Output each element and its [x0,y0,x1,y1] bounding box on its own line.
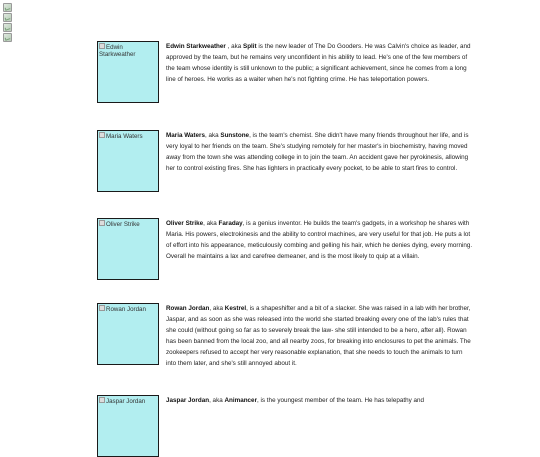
broken-image-icon [99,397,105,403]
member-aka: , aka [209,397,225,404]
member-bio [166,303,474,370]
member-aka: , aka [209,305,225,312]
member-aka: , aka [225,43,243,50]
member-portrait [97,303,159,365]
member-alias: Animancer [224,397,258,404]
broken-image-icon [99,220,105,226]
member-bio-text: , is the team's chemist. She didn't have many friends throughout her life, and is very loyal to her friends on the team. She's studying remotely for her master's in biochemistry, having moved away from the town she was attending college in to join the team. An accident gave her pyrokinesis, allowing her to control existing fires. She has lighters in practically every pocket, to be able to start fires to control. [166,132,469,173]
broken-image-icon [99,43,105,49]
member-portrait [97,395,159,457]
member-bio [166,130,474,174]
portrait-alt-text: Rowan Jordan [106,306,146,313]
member-bio [166,41,474,85]
portrait-alt-text: Maria Waters [106,133,143,140]
portrait-alt-text: Oliver Strike [106,221,140,228]
member-alias: Sunstone [220,132,250,139]
member-portrait [97,41,159,103]
member-portrait [97,218,159,280]
member-alias: Faraday [218,220,243,227]
member-portrait [97,130,159,192]
member-alias: Split [243,43,257,50]
member-bio-text: , is a genius inventor. He builds the team's gadgets, in a workshop he shares with Maria. His powers, electrokinesis and the ability to control machines, are very useful for that job. He puts a lot of effort into his appearance, meticulously combing and gelling his hair, which he denies dying, every morning. Overall he maintains a lax and carefree demeaner, and is the most likely to quip at a villain. [166,220,473,261]
member-name: Oliver Strike [166,220,204,227]
member-name: Maria Waters [166,132,205,139]
member-bio [166,218,474,262]
member-aka: , aka [203,220,219,227]
member-alias: Kestrel [224,305,247,312]
broken-image-stack [3,3,12,43]
member-name: Edwin Starkweather [166,43,226,50]
member-name: Rowan Jordan [166,305,210,312]
broken-image-icon [3,13,12,22]
broken-image-icon [99,305,105,311]
member-bio-text: is the new leader of The Do Gooders. He was Calvin's choice as leader, and approved by the team, but he remains very unconfident in his ability to lead. He's one of the few members of the team whose identity is still unknown to the public; a significant achievement, since he comes from a long line of heroes. He works as a waiter when he's not fighting crime. He has teleportation powers. [166,43,471,84]
member-bio-text: , is a shapeshifter and a bit of a slacker. She was raised in a lab with her brother, Jaspar, and as soon as she was released into the world she started breaking every one of the lab's rules that she could (without going so far as to severely break the law- she still intended to be a hero, after all). Rowan has been banned from the local zoo, and all nearby zoos, for breaking into enclosures to pet the animals. The zookeepers refused to accept her very reasonable explanation, that she needs to touch the animals to turn into them later, and she's still annoyed about it. [166,305,471,368]
member-bio [166,395,474,406]
broken-image-icon [99,132,105,138]
broken-image-icon [3,33,12,42]
member-bio-text: , is the youngest member of the team. He has telepathy and [257,397,424,404]
member-aka: , aka [204,132,221,139]
broken-image-icon [3,3,12,12]
portrait-alt-text: Jaspar Jordan [106,398,146,405]
broken-image-icon [3,23,12,32]
member-name: Jaspar Jordan [166,397,210,404]
portrait-alt-text: Edwin Starkweather [99,44,136,59]
